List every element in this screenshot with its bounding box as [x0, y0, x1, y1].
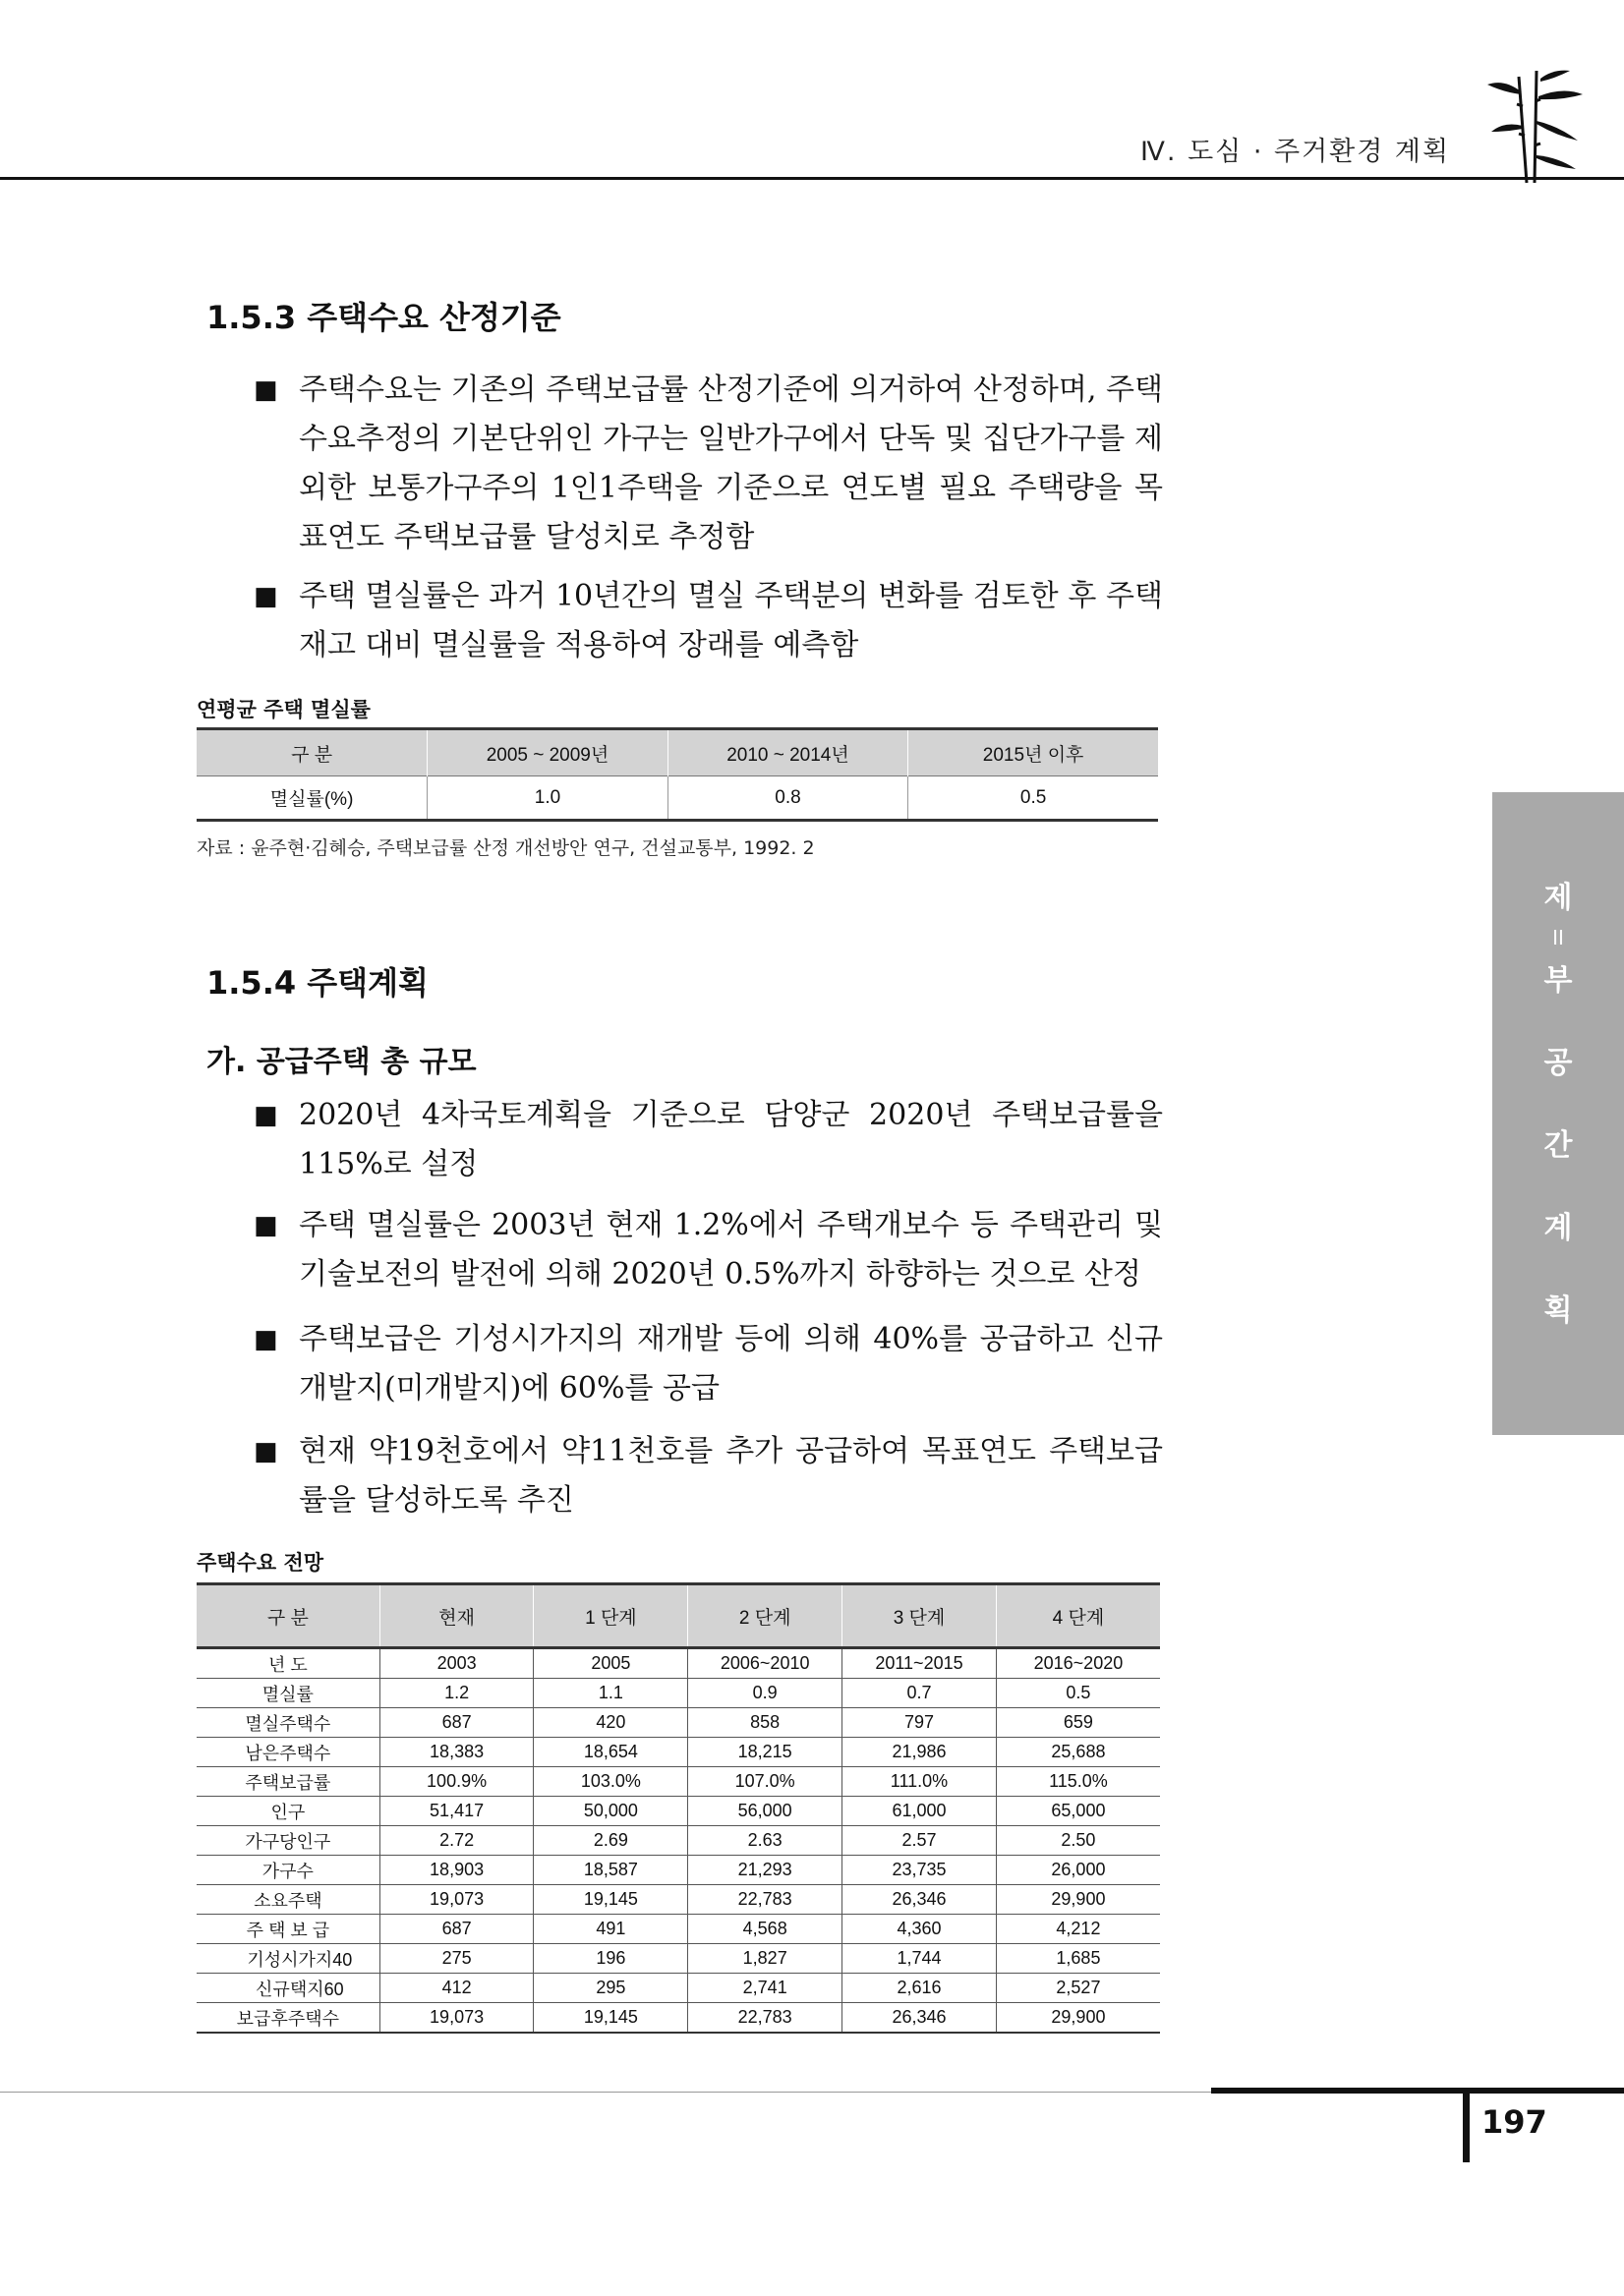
- table-cell: 4,360: [842, 1915, 997, 1944]
- bullet-text: 주택 멸실률은 2003년 현재 1.2%에서 주택개보수 등 주택관리 및 기술보전의 발전에 의해 2020년 0.5%까지 하향하는 것으로 산정: [299, 1208, 1163, 1292]
- table-cell: 1,685: [996, 1944, 1160, 1974]
- table-row: [197, 1826, 1160, 1856]
- table-cell: 멸실률(%): [197, 776, 428, 821]
- table-cell: 18,215: [688, 1738, 842, 1767]
- table-row: [197, 2003, 1160, 2034]
- table-cell: 4,212: [996, 1915, 1160, 1944]
- row-label: 기성시가지40: [197, 1944, 379, 1974]
- table-cell: 19,145: [534, 2003, 688, 2034]
- column-header: 구 분: [197, 729, 428, 776]
- table-cell: 2.63: [688, 1826, 842, 1856]
- table-cell: 2.57: [842, 1826, 997, 1856]
- bullet-square-icon: ■: [254, 582, 278, 611]
- table-row: [197, 1915, 1160, 1944]
- row-label: 보급후주택수: [197, 2003, 379, 2034]
- table-row: [197, 1738, 1160, 1767]
- table-cell: 21,986: [842, 1738, 997, 1767]
- subsection-title: 가. 공급주택 총 규모: [206, 1045, 477, 1079]
- bullet-square-icon: ■: [254, 375, 278, 405]
- bullet-text: 주택 멸실률은 과거 10년간의 멸실 주택분의 변화를 검토한 후 주택재고 대비 멸실률을 적용하여 장래를 예측함: [299, 579, 1163, 662]
- bullet-item: [254, 1427, 1163, 1525]
- table-row: [197, 1974, 1160, 2003]
- table-cell: 56,000: [688, 1797, 842, 1826]
- table-header-row: [197, 729, 1158, 776]
- table-row: [197, 1944, 1160, 1974]
- row-label: 신규택지60: [197, 1974, 379, 2003]
- row-label: 인구: [197, 1797, 379, 1826]
- footer-bar: [1463, 2094, 1470, 2162]
- table-cell: 22,783: [688, 2003, 842, 2034]
- table-cell: 26,000: [996, 1856, 1160, 1885]
- column-header: 2 단계: [688, 1584, 842, 1648]
- table-cell: 0.7: [842, 1679, 997, 1708]
- table-row: [197, 776, 1158, 821]
- header-title: Ⅳ. 도심 · 주거환경 계획: [1140, 137, 1451, 167]
- table-cell: 2005: [534, 1648, 688, 1679]
- side-tab-char: II: [1552, 926, 1564, 949]
- column-header: 현재: [379, 1584, 534, 1648]
- bullet-square-icon: ■: [254, 1437, 278, 1466]
- table-cell: 1.0: [428, 776, 668, 821]
- column-header: 2005 ~ 2009년: [428, 729, 668, 776]
- table-cell: 420: [534, 1708, 688, 1738]
- demolition-rate-table: [197, 727, 1158, 822]
- table-cell: 19,073: [379, 1885, 534, 1915]
- column-header: 4 단계: [996, 1584, 1160, 1648]
- row-label: 주택보급률: [197, 1767, 379, 1797]
- bullet-item: [254, 572, 1163, 670]
- row-label: 멸실주택수: [197, 1708, 379, 1738]
- table-cell: 2.50: [996, 1826, 1160, 1856]
- table-cell: 275: [379, 1944, 534, 1974]
- table-cell: 2,527: [996, 1974, 1160, 2003]
- table-cell: 25,688: [996, 1738, 1160, 1767]
- bullet-square-icon: ■: [254, 1101, 278, 1130]
- table-cell: 0.5: [996, 1679, 1160, 1708]
- table-cell: 61,000: [842, 1797, 997, 1826]
- table-cell: 100.9%: [379, 1767, 534, 1797]
- table-cell: 2.72: [379, 1826, 534, 1856]
- table-cell: 18,587: [534, 1856, 688, 1885]
- table-cell: 687: [379, 1915, 534, 1944]
- table-cell: 2006~2010: [688, 1648, 842, 1679]
- side-tab-char: 간: [1543, 1128, 1573, 1163]
- table-cell: 18,383: [379, 1738, 534, 1767]
- table-cell: 2.69: [534, 1826, 688, 1856]
- column-header: 구 분: [197, 1584, 379, 1648]
- table-cell: 26,346: [842, 2003, 997, 2034]
- table-cell: 2016~2020: [996, 1648, 1160, 1679]
- table1-title: 연평균 주택 멸실률: [197, 698, 371, 721]
- table-cell: 858: [688, 1708, 842, 1738]
- bullet-item: [254, 1315, 1163, 1413]
- table-cell: 1,827: [688, 1944, 842, 1974]
- table-cell: 0.8: [667, 776, 908, 821]
- table-cell: 2,741: [688, 1974, 842, 2003]
- bamboo-logo-icon: [1479, 67, 1588, 185]
- table-cell: 29,900: [996, 1885, 1160, 1915]
- table-cell: 21,293: [688, 1856, 842, 1885]
- table-cell: 196: [534, 1944, 688, 1974]
- table-row: [197, 1856, 1160, 1885]
- footer-rule: [0, 2092, 1219, 2093]
- page-number: 197: [1481, 2103, 1547, 2141]
- table-row: [197, 1797, 1160, 1826]
- table-cell: 2011~2015: [842, 1648, 997, 1679]
- section-title-154: 1.5.4 주택계획: [206, 964, 429, 1002]
- row-label: 가구당인구: [197, 1826, 379, 1856]
- table-header-row: [197, 1584, 1160, 1648]
- side-tab-char: 제: [1543, 881, 1573, 915]
- row-label: 남은주택수: [197, 1738, 379, 1767]
- row-label: 주 택 보 급: [197, 1915, 379, 1944]
- table-cell: 1,744: [842, 1944, 997, 1974]
- table-row: [197, 1885, 1160, 1915]
- table-cell: 29,900: [996, 2003, 1160, 2034]
- table-cell: 50,000: [534, 1797, 688, 1826]
- table-cell: 18,903: [379, 1856, 534, 1885]
- table-cell: 65,000: [996, 1797, 1160, 1826]
- chapter-side-tab: [1492, 792, 1624, 1435]
- table-row: [197, 1767, 1160, 1797]
- bullet-text: 2020년 4차국토계획을 기준으로 담양군 2020년 주택보급률을 115%로 설정: [299, 1098, 1163, 1181]
- table1-source: 자료 : 윤주현·김혜승, 주택보급률 산정 개선방안 연구, 건설교통부, 1992. 2: [197, 837, 815, 859]
- table-cell: 18,654: [534, 1738, 688, 1767]
- table-row: [197, 1679, 1160, 1708]
- bullet-text: 주택보급은 기성시가지의 재개발 등에 의해 40%를 공급하고 신규개발지(미개발지)에 60%를 공급: [299, 1322, 1163, 1406]
- table2-title: 주택수요 전망: [197, 1551, 324, 1575]
- footer-rule-thick: [1211, 2088, 1624, 2094]
- table-cell: 2,616: [842, 1974, 997, 2003]
- bullet-item: [254, 1201, 1163, 1299]
- side-tab-char: 획: [1543, 1293, 1573, 1328]
- table-cell: 0.9: [688, 1679, 842, 1708]
- table-cell: 687: [379, 1708, 534, 1738]
- table-cell: 23,735: [842, 1856, 997, 1885]
- table-cell: 19,073: [379, 2003, 534, 2034]
- row-label: 멸실률: [197, 1679, 379, 1708]
- table-cell: 111.0%: [842, 1767, 997, 1797]
- header-rule: [0, 177, 1624, 180]
- table-cell: 22,783: [688, 1885, 842, 1915]
- column-header: 2010 ~ 2014년: [667, 729, 908, 776]
- column-header: 2015년 이후: [908, 729, 1158, 776]
- table-cell: 103.0%: [534, 1767, 688, 1797]
- table-cell: 19,145: [534, 1885, 688, 1915]
- bullet-text: 현재 약19천호에서 약11천호를 추가 공급하여 목표연도 주택보급률을 달성하도록 추진: [299, 1434, 1163, 1518]
- bullet-item: [254, 1091, 1163, 1189]
- row-label: 가구수: [197, 1856, 379, 1885]
- table-cell: 412: [379, 1974, 534, 2003]
- table-cell: 1.1: [534, 1679, 688, 1708]
- bullet-item: [254, 366, 1163, 562]
- table-cell: 51,417: [379, 1797, 534, 1826]
- table-cell: 491: [534, 1915, 688, 1944]
- table-cell: 1.2: [379, 1679, 534, 1708]
- bullet-text: 주택수요는 기존의 주택보급률 산정기준에 의거하여 산정하며, 주택수요추정의 기본단위인 가구는 일반가구에서 단독 및 집단가구를 제외한 보통가구주의 1인1주택을 기준으로 연도별 필요 주택량을 목표연도 주택보급률 달성치로 추정함: [299, 373, 1163, 554]
- section-title-153: 1.5.3 주택수요 산정기준: [206, 299, 561, 336]
- side-tab-char: 계: [1543, 1211, 1573, 1245]
- side-tab-char: 공: [1543, 1046, 1573, 1080]
- row-label: 년 도: [197, 1648, 379, 1679]
- table-row: [197, 1648, 1160, 1679]
- table-row: [197, 1708, 1160, 1738]
- table-cell: 4,568: [688, 1915, 842, 1944]
- table-cell: 107.0%: [688, 1767, 842, 1797]
- bullet-square-icon: ■: [254, 1211, 278, 1240]
- table-cell: 26,346: [842, 1885, 997, 1915]
- side-tab-char: 부: [1543, 963, 1573, 998]
- table-cell: 659: [996, 1708, 1160, 1738]
- column-header: 3 단계: [842, 1584, 997, 1648]
- housing-demand-table: [197, 1582, 1160, 2034]
- table-cell: 295: [534, 1974, 688, 2003]
- table-cell: 0.5: [908, 776, 1158, 821]
- table-cell: 797: [842, 1708, 997, 1738]
- column-header: 1 단계: [534, 1584, 688, 1648]
- table-cell: 2003: [379, 1648, 534, 1679]
- bullet-square-icon: ■: [254, 1325, 278, 1354]
- table-cell: 115.0%: [996, 1767, 1160, 1797]
- row-label: 소요주택: [197, 1885, 379, 1915]
